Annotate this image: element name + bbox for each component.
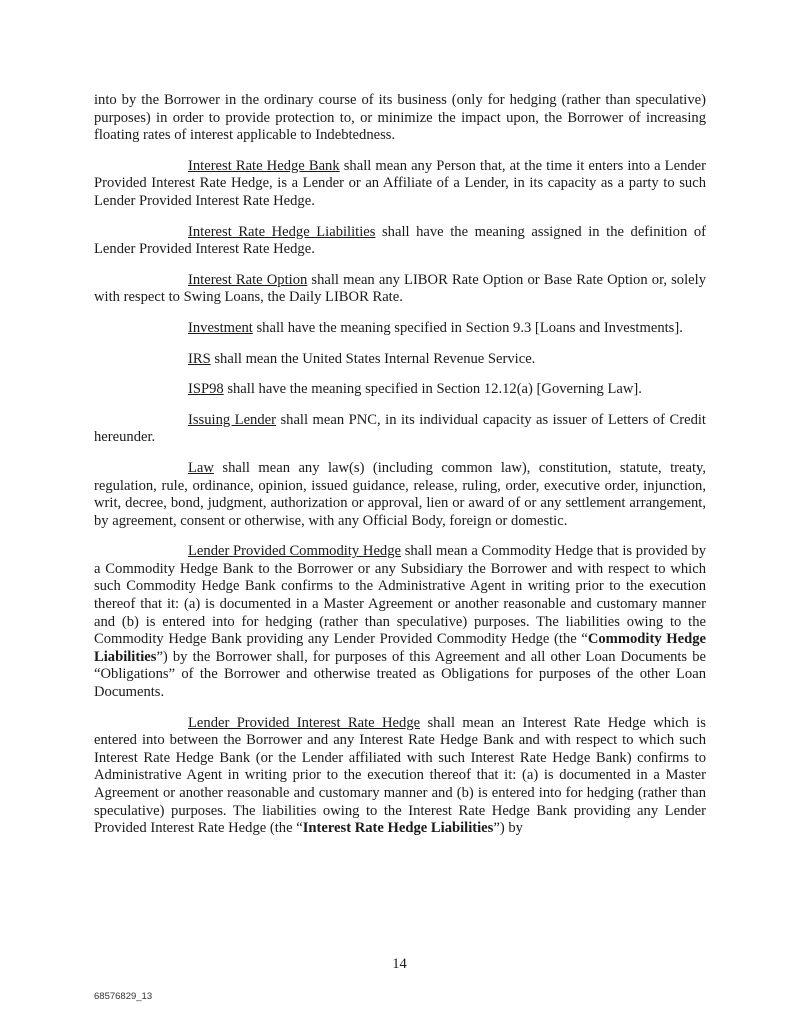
definition-text: shall mean any LIBOR Rate Option or Base Rate Option or, solely with respect to Swing Loans, the Daily LIBOR Rate. bbox=[94, 271, 706, 306]
defined-term: IRS bbox=[188, 350, 211, 367]
definition-text: shall mean a Commodity Hedge that is provided by a Commodity Hedge Bank to the Borrower or any Subsidiary the Borrower and with respect to which such Commodity Hedge Bank confirms to the Administrative Agent in writing prior to the execution thereof that it: (a) is documented in a Master Agreement or another reasonable and customary manner and (b) is entered into for hedging (rather than speculative) purposes. The liabilities owing to the Commodity Hedge Bank providing any Lender Provided Commodity Hedge (the “ bbox=[94, 543, 706, 648]
definition-text: shall mean any Person that, at the time it enters into a Lender Provided Interest Rate Hedge, is a Lender or an Affiliate of a Lender, in its capacity as a party to such Lender Provided Interest Rate Hedge. bbox=[94, 157, 707, 209]
page-number: 14 bbox=[392, 956, 407, 972]
definition-lender-provided-commodity-hedge bbox=[94, 543, 706, 701]
definition-isp98 bbox=[94, 381, 706, 399]
defined-term: Law bbox=[188, 459, 214, 476]
defined-term: Lender Provided Interest Rate Hedge bbox=[188, 714, 421, 731]
definition-irs bbox=[94, 351, 706, 369]
defined-term: Interest Rate Option bbox=[188, 271, 308, 288]
defined-term: Interest Rate Hedge Bank bbox=[188, 157, 340, 174]
definition-text: shall have the meaning specified in Section 12.12(a) [Governing Law]. bbox=[223, 381, 642, 398]
paragraph-continuation bbox=[94, 92, 706, 145]
definition-text: shall have the meaning assigned in the definition of Lender Provided Interest Rate Hedge. bbox=[94, 223, 706, 258]
document-body bbox=[94, 92, 706, 851]
definition-interest-rate-option bbox=[94, 272, 706, 307]
defined-term: ISP98 bbox=[188, 381, 224, 398]
document-id: 68576829_13 bbox=[94, 991, 153, 1002]
definition-investment bbox=[94, 320, 706, 338]
definition-text: ”) by the Borrower shall, for purposes of this Agreement and all other Loan Documents be “Obligations” of the Borrower and otherwise treated as Obligations for purposes of the other Loan Documents. bbox=[94, 648, 706, 701]
definition-lender-provided-interest-rate-hedge bbox=[94, 715, 706, 838]
defined-term: Lender Provided Commodity Hedge bbox=[188, 543, 401, 560]
defined-term: Issuing Lender bbox=[188, 411, 276, 428]
bold-defined-term: Interest Rate Hedge Liabilities bbox=[302, 820, 494, 837]
definition-text: shall have the meaning specified in Section 9.3 [Loans and Investments]. bbox=[252, 319, 683, 336]
defined-term: Interest Rate Hedge Liabilities bbox=[188, 223, 376, 240]
defined-term: Investment bbox=[188, 319, 253, 336]
definition-law bbox=[94, 460, 706, 530]
definition-text: ”) by bbox=[493, 820, 523, 837]
definition-text: shall mean the United States Internal Revenue Service. bbox=[210, 350, 536, 367]
definition-text: shall mean an Interest Rate Hedge which is entered into between the Borrower and any Interest Rate Hedge Bank and with respect to which such Interest Rate Hedge Bank (or the Lender affiliated with such Interest Rate Hedge Bank) confirms to Administrative Agent in writing prior to the execution thereof that it: (a) is documented in a Master Agreement or another reasonable and customary manner and (b) is entered into for hedging (rather than speculative) purposes. The liabilities owing to the Interest Rate Hedge Bank providing any Lender Provided Interest Rate Hedge (the “ bbox=[94, 714, 706, 837]
definition-interest-rate-hedge-bank bbox=[94, 158, 706, 211]
definition-interest-rate-hedge-liabilities bbox=[94, 224, 706, 259]
definition-text: shall mean PNC, in its individual capacity as issuer of Letters of Credit hereunder. bbox=[94, 411, 706, 446]
bold-defined-term: Commodity Hedge Liabilities bbox=[94, 631, 706, 665]
definition-text: shall mean any law(s) (including common law), constitution, statute, treaty, regulation, rule, ordinance, opinion, issued guidance, release, ruling, order, executive order, injunction, writ, decree, bond, judgment, authorization or approval, lien or award of or any settlement arrangement, by agreement, consent or otherwise, with any Official Body, foreign or domestic. bbox=[94, 459, 706, 529]
definition-issuing-lender bbox=[94, 412, 706, 447]
paragraph-text: into by the Borrower in the ordinary course of its business (only for hedging (rather than speculative) purposes) in order to provide protection to, or minimize the impact upon, the Borrower of increasing floating rates of interest applicable to Indebtedness. bbox=[94, 92, 706, 144]
